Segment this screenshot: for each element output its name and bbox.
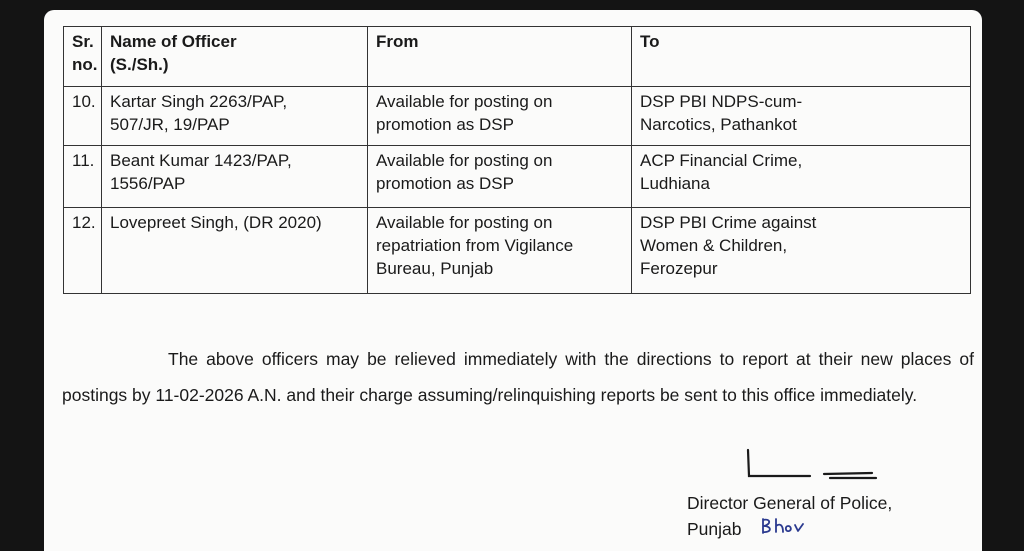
signature-mark: [744, 448, 884, 488]
cell-from: Available for posting on repatriation from Vigilance Bureau, Punjab: [368, 207, 632, 293]
header-from: From: [368, 27, 632, 87]
handwritten-initials: [760, 516, 810, 538]
cell-to: DSP PBI Crime against Women & Children, Ferozepur: [632, 207, 971, 293]
header-sr-no: Sr. no.: [64, 27, 102, 87]
cell-sr: 11.: [64, 146, 102, 208]
table-row: [64, 86, 971, 146]
cell-from: Available for posting on promotion as DSP: [368, 86, 632, 146]
cell-sr: 12.: [64, 207, 102, 293]
instruction-paragraph: The above officers may be relieved immediately with the directions to report at their new places of postings by 11-02-2026 A.N. and their charge assuming/relinquishing reports be sent to this office immediately.: [62, 348, 974, 405]
cell-officer-name: Lovepreet Singh, (DR 2020): [102, 207, 368, 293]
postings-table: [63, 26, 971, 294]
cell-sr: 10.: [64, 86, 102, 146]
cell-to: ACP Financial Crime, Ludhiana: [632, 146, 971, 208]
cell-from: Available for posting on promotion as DSP: [368, 146, 632, 208]
cell-officer-name: Kartar Singh 2263/PAP, 507/JR, 19/PAP: [102, 86, 368, 146]
table-row: [64, 207, 971, 293]
signatory-designation: Director General of Police, Punjab: [687, 493, 893, 539]
header-to: To: [632, 27, 971, 87]
cell-to: DSP PBI NDPS-cum- Narcotics, Pathankot: [632, 86, 971, 146]
document-page: [44, 10, 982, 551]
header-name-of-officer: Name of Officer (S./Sh.): [102, 27, 368, 87]
cell-officer-name: Beant Kumar 1423/PAP, 1556/PAP: [102, 146, 368, 208]
table-row: [64, 146, 971, 208]
table-header-row: [64, 27, 971, 87]
